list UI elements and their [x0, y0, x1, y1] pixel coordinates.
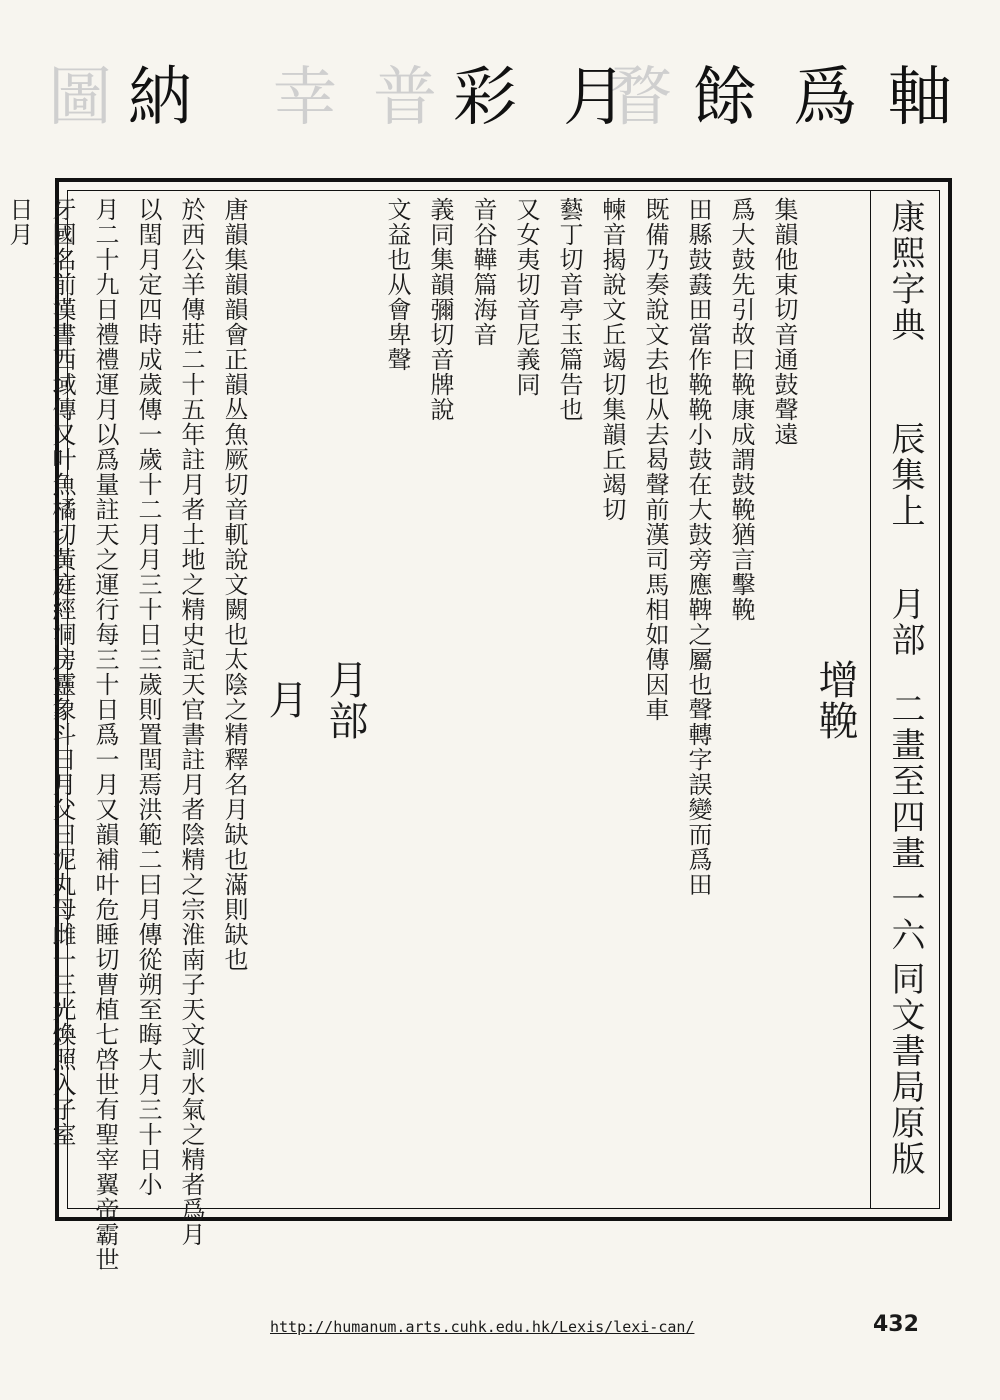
- seal-glyph: 普: [373, 61, 437, 135]
- entry-column: 田縣鼓鼖田當作鞔鞔小鼓在大鼓旁應鞞之屬也聲轉字誤變而爲田: [684, 197, 712, 897]
- book-title: 康熙字典: [885, 199, 925, 343]
- seal-script-header: [40, 40, 960, 150]
- entry-column: 藝丁切音亭玉篇告也: [555, 197, 583, 422]
- entry-column: 增鞔: [812, 658, 858, 741]
- seal-glyph: 軸: [888, 61, 952, 135]
- text-columns: [5, 197, 865, 1272]
- entry-column: 爲大鼓先引故曰鞔康成謂鼓鞔猶言擊鞔: [727, 197, 755, 622]
- seal-glyph: 月: [563, 61, 627, 135]
- radical-heading: 月部: [322, 658, 368, 741]
- page-number: 432: [873, 1312, 919, 1337]
- headword-column: 月: [262, 679, 308, 720]
- entry-column: 以閏月定四時成歲傳一歲十二月月三十日三歲則置閏焉洪範二曰月傳從朔至晦大月三十日小: [134, 197, 162, 1197]
- stroke-range: 二畫至四畫: [885, 691, 925, 871]
- entry-column: 唐韻集韻韻會正韻丛魚厥切音軏說文闕也太陰之精釋名月缺也滿則缺也: [220, 197, 248, 972]
- seal-glyph: 爲: [793, 61, 857, 135]
- entry-column: 義同集韻彌切音牌說: [426, 197, 454, 422]
- entry-column: 日月: [5, 197, 33, 247]
- running-header: [870, 191, 939, 1208]
- entry-column: 朄音揭說文丘竭切集韻丘竭切: [598, 197, 626, 522]
- entry-column: 集韻他東切音通鼓聲遠: [770, 197, 798, 447]
- publisher: 同文書局原版: [885, 961, 925, 1177]
- volume-label: 辰集上: [885, 421, 925, 529]
- source-url-link[interactable]: http://humanum.arts.cuhk.edu.hk/Lexis/lexi-can/: [270, 1318, 695, 1336]
- entry-column: 文益也从會卑聲: [383, 197, 411, 372]
- dictionary-frame: [5, 178, 952, 1272]
- radical-section: 月部: [885, 586, 925, 658]
- entry-column: 音谷鞾篇海音: [469, 197, 497, 347]
- page-number-cn: 一六: [885, 881, 925, 953]
- seal-glyph: 彩: [453, 61, 517, 135]
- entry-column: 又女夷切音尼義同: [512, 197, 540, 397]
- seal-glyph: 圖: [48, 61, 112, 135]
- entry-column: 於西公羊傳莊二十五年註月者土地之精史記天官書註月者陰精之宗淮南子天文訓水氣之精者爲月: [177, 197, 205, 1247]
- entry-column: 月二十九日禮禮運月以爲量註天之運行每三十日爲一月又韻補叶危睡切曹植七啓世有聖宰翼帝霸世: [91, 197, 119, 1272]
- entry-column: 牙國名前漢書西域傳又叶魚橘切黃庭經洞房靈象斗日月父曰泥丸母雌一三光煥照入子室: [48, 197, 76, 1147]
- seal-glyph: 餘: [693, 61, 757, 135]
- seal-glyph: 瞀: [608, 61, 672, 135]
- entry-column: 既備乃奏說文去也从去曷聲前漢司馬相如傳因車: [641, 197, 669, 722]
- seal-glyph: 幸: [273, 61, 337, 135]
- seal-glyph: 納: [128, 61, 192, 135]
- frame-inner-border: [5, 190, 940, 1272]
